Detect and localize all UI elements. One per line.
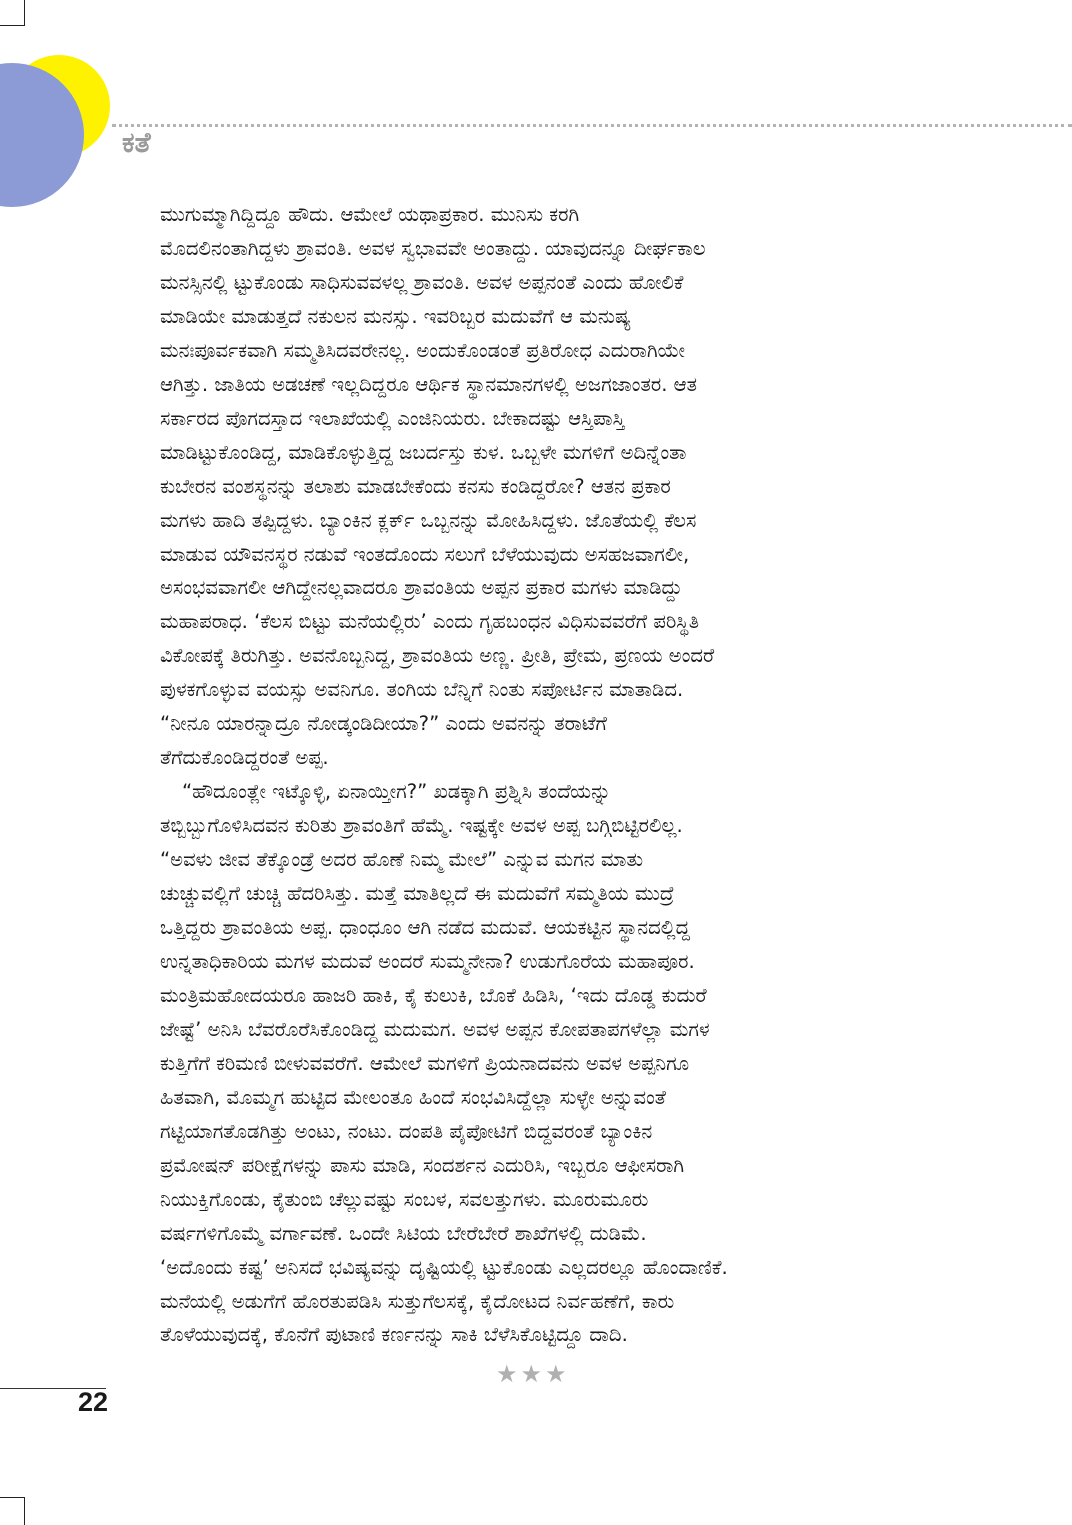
text-line: ಕುತ್ತಿಗೆಗೆ ಕರಿಮಣಿ ಬೀಳುವವರೆಗೆ. ಆಮೇಲೆ ಮಗಳಿಗೆ ಪ್ರಿಯನಾದವನು ಅವಳ ಅಪ್ಪನಿಗೂ (160, 1051, 690, 1075)
text-line: ತಬ್ಬಿಬ್ಬುಗೊಳಿಸಿದವನ ಕುರಿತು ಶ್ರಾವಂತಿಗೆ ಹೆಮ್ಮೆ. ಇಷ್ಟಕ್ಕೇ ಅವಳ ಅಪ್ಪ ಬಗ್ಗಿಬಿಟ್ಟಿರಲಿಲ್ಲ. (160, 814, 683, 838)
text-line: ಹಿತವಾಗಿ, ಮೊಮ್ಮಗ ಹುಟ್ಟಿದ ಮೇಲಂತೂ ಹಿಂದೆ ಸಂಭವಿಸಿದ್ದೆಲ್ಲಾ ಸುಳ್ಳೇ ಅನ್ನುವಂತೆ (160, 1085, 666, 1109)
text-line: ವಿಕೋಪಕ್ಕೆ ತಿರುಗಿತ್ತು. ಅವನೊಬ್ಬನಿದ್ದ, ಶ್ರಾವಂತಿಯ ಅಣ್ಣ. ಪ್ರೀತಿ, ಪ್ರೇಮ, ಪ್ರಣಯ ಅಂದರೆ (160, 644, 715, 668)
crop-mark-bottom-vertical (24, 1497, 25, 1525)
paragraph-1 (160, 198, 910, 775)
text-line: ಗಟ್ಟಿಯಾಗತೊಡಗಿತ್ತು ಅಂಟು, ನಂಟು. ದಂಪತಿ ಪೈಪೋಟಿಗೆ ಬಿದ್ದವರಂತೆ ಬ್ಯಾಂಕಿನ (160, 1119, 653, 1143)
text-line: ಮೊದಲಿನಂತಾಗಿದ್ದಳು ಶ್ರಾವಂತಿ. ಅವಳ ಸ್ವಭಾವವೇ ಅಂತಾದ್ದು. ಯಾವುದನ್ನೂ ದೀರ್ಘಕಾಲ (160, 236, 706, 260)
text-line: ಮಾಡಿಯೇ ಮಾಡುತ್ತದೆ ನಕುಲನ ಮನಸ್ಸು. ಇವರಿಬ್ಬರ ಮದುವೆಗೆ ಆ ಮನುಷ್ಯ (160, 304, 631, 328)
text-line: ಸರ್ಕಾರದ ಪೊಗದಸ್ತಾದ ಇಲಾಖೆಯಲ್ಲಿ ಎಂಜಿನಿಯರು. ಬೇಕಾದಷ್ಟು ಆಸ್ತಿಪಾಸ್ತಿ (160, 406, 625, 430)
text-line: ಮಾಡುವ ಯೌವನಸ್ಥರ ನಡುವೆ ಇಂತದೊಂದು ಸಲುಗೆ ಬೆಳೆಯುವುದು ಅಸಹಜವಾಗಲೀ, (160, 542, 690, 566)
text-line: “ಹೌದೂಂತ್ಲೇ ಇಟ್ಕೊಳ್ಳಿ, ಏನಾಯ್ತೀಗ?” ಖಡಕ್ಕಾಗಿ ಪ್ರಶ್ನಿಸಿ ತಂದೆಯನ್ನು (182, 780, 611, 804)
text-line: “ಅವಳು ಜೀವ ತೆಕ್ಕೊಂಡ್ರೆ ಅದರ ಹೊಣೆ ನಿಮ್ಮ ಮೇಲೆ” ಎನ್ನುವ ಮಗನ ಮಾತು (160, 848, 644, 872)
story-body (160, 198, 910, 1352)
decorative-circles (0, 0, 180, 220)
text-line: ಪ್ರಮೋಷನ್ ಪರೀಕ್ಷೆಗಳನ್ನು ಪಾಸು ಮಾಡಿ, ಸಂದರ್ಶನ ಎದುರಿಸಿ, ಇಬ್ಬರೂ ಆಫೀಸರಾಗಿ (160, 1153, 685, 1177)
text-line: ಚುಚ್ಚುವಲ್ಲಿಗೆ ಚುಚ್ಚಿ ಹೆದರಿಸಿತ್ತು. ಮತ್ತೆ ಮಾತಿಲ್ಲದೆ ಈ ಮದುವೆಗೆ ಸಮ್ಮತಿಯ ಮುದ್ರೆ (160, 882, 675, 906)
section-label: ಕತೆ (122, 126, 151, 159)
section-end-stars: ★★★ (496, 1360, 570, 1388)
text-line: ಮನೆಯಲ್ಲಿ ಅಡುಗೆಗೆ ಹೊರತುಪಡಿಸಿ ಸುತ್ತುಗೆಲಸಕ್ಕೆ, ಕೈದೋಟದ ನಿರ್ವಹಣೆಗೆ, ಕಾರು (160, 1289, 675, 1313)
text-line: ಮಂತ್ರಿಮಹೋದಯರೂ ಹಾಜರಿ ಹಾಕಿ, ಕೈ ಕುಲುಕಿ, ಬೊಕೆ ಹಿಡಿಸಿ, ‘ಇದು ದೊಡ್ಡ ಕುದುರೆ (160, 983, 707, 1007)
text-line: ಮಹಾಪರಾಧ. ‘ಕೆಲಸ ಬಿಟ್ಟು ಮನೆಯಲ್ಲಿರು’ ಎಂದು ಗೃಹಬಂಧನ ವಿಧಿಸುವವರೆಗೆ ಪರಿಸ್ಥಿತಿ (160, 610, 700, 634)
text-line: ಮಗಳು ಹಾದಿ ತಪ್ಪಿದ್ದಳು. ಬ್ಯಾಂಕಿನ ಕ್ಲರ್ಕ್ ಒಬ್ಬನನ್ನು ಮೋಹಿಸಿದ್ದಳು. ಜೊತೆಯಲ್ಲಿ ಕೆಲಸ (160, 508, 697, 532)
text-line: ಮನಃಪೂರ್ವಕವಾಗಿ ಸಮ್ಮತಿಸಿದವರೇನಲ್ಲ. ಅಂದುಕೊಂಡಂತೆ ಪ್ರತಿರೋಧ ಎದುರಾಗಿಯೇ (160, 338, 686, 362)
text-line: ಪುಳಕಗೊಳ್ಳುವ ವಯಸ್ಸು ಅವನಿಗೂ. ತಂಗಿಯ ಬೆನ್ನಿಗೆ ನಿಂತು ಸಪೋರ್ಟಿನ ಮಾತಾಡಿದ. (160, 678, 684, 702)
text-line: ಒತ್ತಿದ್ದರು ಶ್ರಾವಂತಿಯ ಅಪ್ಪ. ಧಾಂಧೂಂ ಆಗಿ ನಡೆದ ಮದುವೆ. ಆಯಕಟ್ಟಿನ ಸ್ಥಾನದಲ್ಲಿದ್ದ (160, 916, 691, 940)
text-line: ವರ್ಷಗಳಿಗೊಮ್ಮೆ ವರ್ಗಾವಣೆ. ಒಂದೇ ಸಿಟಿಯ ಬೇರೆಬೇರೆ ಶಾಖೆಗಳಲ್ಲಿ ದುಡಿಮೆ. (160, 1221, 647, 1245)
text-line: ಜೇಷ್ಟೆ’ ಅನಿಸಿ ಬೆವರೊರೆಸಿಕೊಂಡಿದ್ದ ಮದುಮಗ. ಅವಳ ಅಪ್ಪನ ಕೋಪತಾಪಗಳೆಲ್ಲಾ ಮಗಳ (160, 1017, 710, 1041)
header-dotted-rule (112, 124, 1072, 127)
text-line: ನಿಯುಕ್ತಿಗೊಂಡು, ಕೈತುಂಬಿ ಚೆಲ್ಲುವಷ್ಟು ಸಂಬಳ, ಸವಲತ್ತುಗಳು. ಮೂರುಮೂರು (160, 1187, 649, 1211)
text-line: ಆಗಿತ್ತು. ಜಾತಿಯ ಅಡಚಣೆ ಇಲ್ಲದಿದ್ದರೂ ಆರ್ಥಿಕ ಸ್ಥಾನಮಾನಗಳಲ್ಲಿ ಅಜಗಜಾಂತರ. ಆತ (160, 372, 697, 396)
page-number: 22 (78, 1387, 109, 1417)
text-line: ಕುಬೇರನ ವಂಶಸ್ಥನನ್ನು ತಲಾಶು ಮಾಡಬೇಕೆಂದು ಕನಸು ಕಂಡಿದ್ದರೋ? ಆತನ ಪ್ರಕಾರ (160, 474, 671, 498)
text-line: ಮಾಡಿಟ್ಟುಕೊಂಡಿದ್ದ, ಮಾಡಿಕೊಳ್ಳುತ್ತಿದ್ದ ಜಬರ್ದಸ್ತು ಕುಳ. ಒಬ್ಬಳೇ ಮಗಳಿಗೆ ಅದಿನ್ನೆಂತಾ (160, 440, 687, 464)
text-line: ತೊಳೆಯುವುದಕ್ಕೆ, ಕೊನೆಗೆ ಪುಟಾಣಿ ಕರ್ಣನನ್ನು ಸಾಕಿ ಬೆಳೆಸಿಕೊಟ್ಟಿದ್ದೂ ದಾದಿ. (160, 1323, 628, 1347)
text-line: ‘ಅದೊಂದು ಕಷ್ಟ’ ಅನಿಸದೆ ಭವಿಷ್ಯವನ್ನು ದೃಷ್ಟಿಯಲ್ಲಿ ಟ್ಟುಕೊಂಡು ಎಲ್ಲದರಲ್ಲೂ ಹೊಂದಾಣಿಕೆ. (160, 1255, 728, 1279)
text-line: “ನೀನೂ ಯಾರನ್ನಾದ್ರೂ ನೋಡ್ಕಂಡಿದೀಯಾ?” ಎಂದು ಅವನನ್ನು ತರಾಟೆಗೆ (160, 712, 607, 736)
text-line: ತೆಗೆದುಕೊಂಡಿದ್ದರಂತೆ ಅಪ್ಪ. (160, 746, 329, 770)
text-line: ಉನ್ನತಾಧಿಕಾರಿಯ ಮಗಳ ಮದುವೆ ಅಂದರೆ ಸುಮ್ಮನೇನಾ? ಉಡುಗೊರೆಯ ಮಹಾಪೂರ. (160, 949, 695, 973)
text-line: ಮನಸ್ಸಿನಲ್ಲಿ ಟ್ಟುಕೊಂಡು ಸಾಧಿಸುವವಳಲ್ಲ ಶ್ರಾವಂತಿ. ಅವಳ ಅಪ್ಪನಂತೆ ಎಂದು ಹೋಲಿಕೆ (160, 270, 684, 294)
crop-mark-bottom-horizontal (0, 1497, 25, 1498)
text-line: ಅಸಂಭವವಾಗಲೀ ಆಗಿದ್ದೇನಲ್ಲವಾದರೂ ಶ್ರಾವಂತಿಯ ಅಪ್ಪನ ಪ್ರಕಾರ ಮಗಳು ಮಾಡಿದ್ದು (160, 576, 683, 600)
text-line: ಮುಗುಮ್ಮಾಗಿದ್ದಿದ್ದೂ ಹೌದು. ಆಮೇಲೆ ಯಥಾಪ್ರಕಾರ. ಮುನಿಸು ಕರಗಿ (160, 203, 580, 226)
paragraph-2 (160, 775, 910, 1352)
